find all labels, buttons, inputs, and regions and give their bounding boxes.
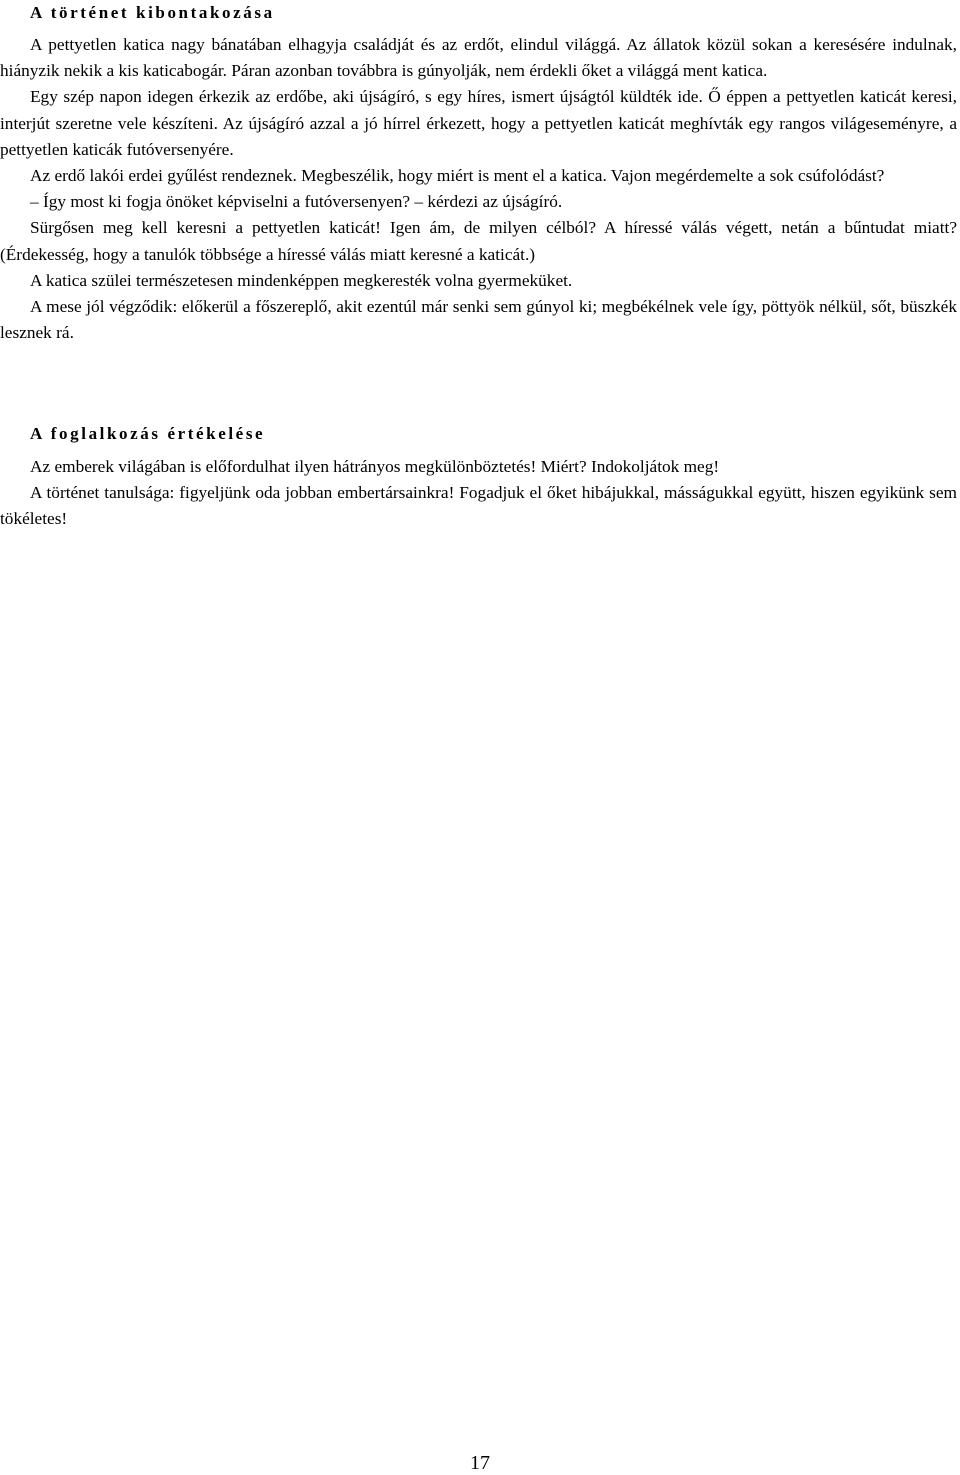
page-number: 17 bbox=[470, 1452, 490, 1474]
paragraph: Az erdő lakói erdei gyűlést rendeznek. Megbeszélik, hogy miért is ment el a katica. Vajon megérdemelte a sok csúfolódást? bbox=[30, 166, 885, 186]
paragraph: A történet tanulsága: figyeljünk oda jobban embertársainkra! Fogadjuk el őket hibájukkal, másságukkal együtt, hiszen egyikünk sem tökéletes! bbox=[0, 483, 957, 529]
paragraph: A pettyetlen katica nagy bánatában elhagyja családját és az erdőt, elindul világgá. Az állatok közül sokan a keresésére indulnak, hiányzik nekik a kis katicabogár. Páran azonban továbbra is gúnyolják, nem érdekli őket a világgá ment katica. bbox=[0, 35, 957, 81]
paragraph: – Így most ki fogja önöket képviselni a futóversenyen? – kérdezi az újságíró. bbox=[30, 192, 563, 212]
section-body-story-development bbox=[0, 32, 957, 346]
paragraph: Sürgősen meg kell keresni a pettyetlen katicát! Igen ám, de milyen célból? A híressé válás végett, netán a bűntudat miatt? (Érdekesség, hogy a tanulók többsége a híressé válás miatt keresné a katicát.) bbox=[0, 218, 957, 264]
section-body-evaluation bbox=[0, 454, 957, 533]
paragraph: Egy szép napon idegen érkezik az erdőbe, aki újságíró, s egy híres, ismert újságtól küldték ide. Ő éppen a pettyetlen katicát keresi, interjút szeretne vele készíteni. Az újságíró azzal a jó hírrel érkezett, hogy a pettyetlen katicát meghívták egy rangos világeseményre, a pettyetlen katicák futóversenyére. bbox=[0, 87, 957, 159]
section-heading-story-development: A történet kibontakozása bbox=[30, 3, 275, 22]
paragraph: A mese jól végződik: előkerül a főszereplő, akit ezentúl már senki sem gúnyol ki; megbékélnek vele így, pöttyök nélkül, sőt, büszkék lesznek rá. bbox=[0, 297, 957, 343]
paragraph: A katica szülei természetesen mindenképpen megkeresték volna gyermeküket. bbox=[30, 270, 573, 290]
section-heading-evaluation: A foglalkozás értékelése bbox=[30, 424, 266, 443]
paragraph: Az emberek világában is előfordulhat ilyen hátrányos megkülönböztetés! Miért? Indokoljátok meg! bbox=[30, 457, 720, 476]
